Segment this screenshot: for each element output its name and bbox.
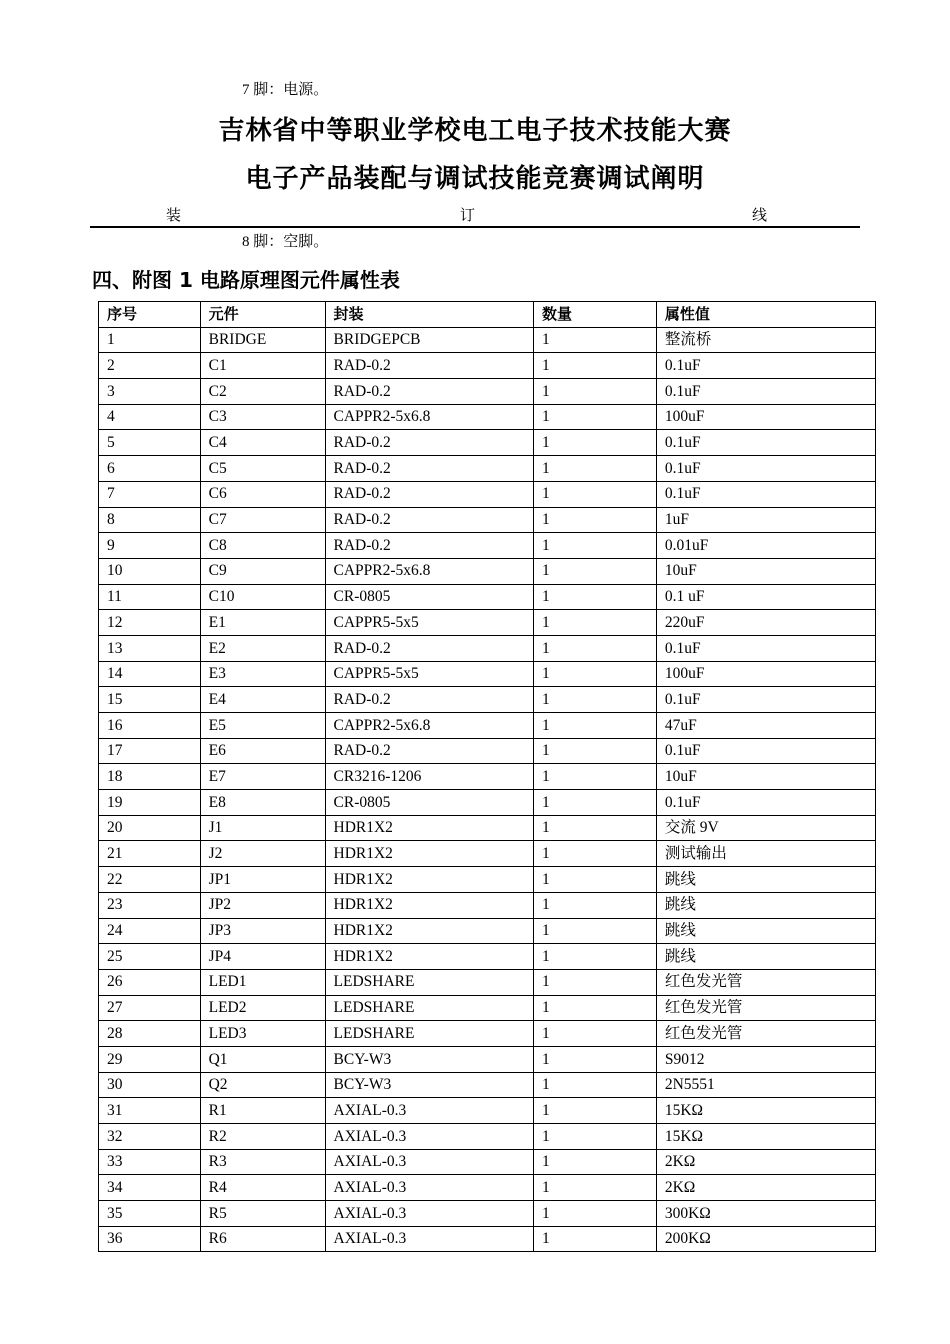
binding-line <box>90 202 860 228</box>
cell-index: 17 <box>99 738 201 764</box>
cell-index: 25 <box>99 944 201 970</box>
cell-index: 15 <box>99 687 201 713</box>
table-row <box>99 379 876 405</box>
table-row <box>99 841 876 867</box>
cell-component: C1 <box>200 353 325 379</box>
cell-value: 0.1uF <box>656 379 875 405</box>
cell-index: 21 <box>99 841 201 867</box>
table-row <box>99 687 876 713</box>
cell-quantity: 1 <box>534 815 657 841</box>
cell-index: 12 <box>99 610 201 636</box>
cell-value: 测试输出 <box>656 841 875 867</box>
document-title-line1: 吉林省中等职业学校电工电子技术技能大赛 <box>218 116 732 146</box>
table-row <box>99 1046 876 1072</box>
cell-quantity: 1 <box>534 738 657 764</box>
cell-quantity: 1 <box>534 867 657 893</box>
table-row <box>99 661 876 687</box>
cell-footprint: LEDSHARE <box>325 969 534 995</box>
cell-quantity: 1 <box>534 944 657 970</box>
cell-value: 红色发光管 <box>656 995 875 1021</box>
cell-index: 16 <box>99 713 201 739</box>
cell-index: 14 <box>99 661 201 687</box>
cell-quantity: 1 <box>534 610 657 636</box>
cell-index: 36 <box>99 1226 201 1252</box>
cell-component: R3 <box>200 1149 325 1175</box>
cell-footprint: RAD-0.2 <box>325 430 534 456</box>
cell-value: 220uF <box>656 610 875 636</box>
cell-footprint: AXIAL-0.3 <box>325 1098 534 1124</box>
cell-quantity: 1 <box>534 1098 657 1124</box>
cell-value: 1uF <box>656 507 875 533</box>
cell-quantity: 1 <box>534 790 657 816</box>
cell-component: C10 <box>200 584 325 610</box>
cell-component: E3 <box>200 661 325 687</box>
cell-value: 47uF <box>656 713 875 739</box>
cell-footprint: CAPPR2-5x6.8 <box>325 404 534 430</box>
cell-quantity: 1 <box>534 1046 657 1072</box>
cell-index: 8 <box>99 507 201 533</box>
cell-value: 100uF <box>656 661 875 687</box>
table-row <box>99 481 876 507</box>
cell-component: JP4 <box>200 944 325 970</box>
cell-component: R5 <box>200 1201 325 1227</box>
header-index: 序号 <box>99 302 201 328</box>
table-row <box>99 1124 876 1150</box>
cell-component: E1 <box>200 610 325 636</box>
cell-footprint: BCY-W3 <box>325 1072 534 1098</box>
cell-index: 1 <box>99 327 201 353</box>
cell-quantity: 1 <box>534 764 657 790</box>
cell-footprint: LEDSHARE <box>325 1021 534 1047</box>
table-row <box>99 1201 876 1227</box>
cell-index: 34 <box>99 1175 201 1201</box>
cell-quantity: 1 <box>534 404 657 430</box>
cell-quantity: 1 <box>534 379 657 405</box>
binding-mark-zhuang: 装 <box>166 208 182 224</box>
cell-index: 10 <box>99 558 201 584</box>
cell-value: 0.1uF <box>656 353 875 379</box>
table-row <box>99 558 876 584</box>
cell-component: R2 <box>200 1124 325 1150</box>
cell-footprint: HDR1X2 <box>325 867 534 893</box>
cell-index: 26 <box>99 969 201 995</box>
cell-component: LED2 <box>200 995 325 1021</box>
cell-value: 红色发光管 <box>656 1021 875 1047</box>
cell-value: 跳线 <box>656 867 875 893</box>
cell-value: 交流 9V <box>656 815 875 841</box>
cell-index: 7 <box>99 481 201 507</box>
cell-component: JP1 <box>200 867 325 893</box>
cell-value: 2KΩ <box>656 1175 875 1201</box>
cell-quantity: 1 <box>534 1226 657 1252</box>
cell-value: S9012 <box>656 1046 875 1072</box>
cell-footprint: RAD-0.2 <box>325 687 534 713</box>
cell-index: 3 <box>99 379 201 405</box>
table-row <box>99 635 876 661</box>
cell-value: 2KΩ <box>656 1149 875 1175</box>
table-row <box>99 1175 876 1201</box>
header-footprint: 封装 <box>325 302 534 328</box>
cell-quantity: 1 <box>534 558 657 584</box>
header-value: 属性值 <box>656 302 875 328</box>
cell-footprint: CAPPR5-5x5 <box>325 610 534 636</box>
cell-value: 100uF <box>656 404 875 430</box>
cell-quantity: 1 <box>534 430 657 456</box>
cell-footprint: RAD-0.2 <box>325 481 534 507</box>
cell-footprint: RAD-0.2 <box>325 353 534 379</box>
cell-quantity: 1 <box>534 995 657 1021</box>
cell-value: 0.1 uF <box>656 584 875 610</box>
cell-quantity: 1 <box>534 353 657 379</box>
cell-footprint: AXIAL-0.3 <box>325 1226 534 1252</box>
cell-index: 18 <box>99 764 201 790</box>
table-row <box>99 918 876 944</box>
cell-value: 0.1uF <box>656 635 875 661</box>
cell-footprint: AXIAL-0.3 <box>325 1124 534 1150</box>
cell-component: E2 <box>200 635 325 661</box>
table-row <box>99 815 876 841</box>
cell-component: J2 <box>200 841 325 867</box>
table-body <box>99 327 876 1252</box>
cell-quantity: 1 <box>534 456 657 482</box>
cell-quantity: 1 <box>534 584 657 610</box>
binding-mark-ding: 订 <box>460 208 476 224</box>
cell-footprint: RAD-0.2 <box>325 635 534 661</box>
table-row <box>99 995 876 1021</box>
table-row <box>99 1021 876 1047</box>
cell-component: C8 <box>200 533 325 559</box>
cell-footprint: CR-0805 <box>325 790 534 816</box>
cell-index: 19 <box>99 790 201 816</box>
cell-footprint: RAD-0.2 <box>325 379 534 405</box>
cell-index: 9 <box>99 533 201 559</box>
table-row <box>99 764 876 790</box>
cell-quantity: 1 <box>534 969 657 995</box>
cell-quantity: 1 <box>534 1149 657 1175</box>
cell-component: C7 <box>200 507 325 533</box>
cell-index: 24 <box>99 918 201 944</box>
cell-component: C2 <box>200 379 325 405</box>
cell-component: JP3 <box>200 918 325 944</box>
cell-quantity: 1 <box>534 1201 657 1227</box>
cell-value: 红色发光管 <box>656 969 875 995</box>
cell-footprint: HDR1X2 <box>325 815 534 841</box>
table-row <box>99 892 876 918</box>
cell-index: 5 <box>99 430 201 456</box>
table-row <box>99 404 876 430</box>
cell-value: 15KΩ <box>656 1098 875 1124</box>
cell-index: 29 <box>99 1046 201 1072</box>
cell-footprint: CAPPR5-5x5 <box>325 661 534 687</box>
cell-value: 15KΩ <box>656 1124 875 1150</box>
cell-component: E8 <box>200 790 325 816</box>
cell-quantity: 1 <box>534 533 657 559</box>
table-row <box>99 1226 876 1252</box>
cell-index: 11 <box>99 584 201 610</box>
cell-component: E4 <box>200 687 325 713</box>
cell-component: C9 <box>200 558 325 584</box>
cell-footprint: RAD-0.2 <box>325 456 534 482</box>
cell-index: 6 <box>99 456 201 482</box>
component-table <box>98 301 876 1252</box>
cell-quantity: 1 <box>534 713 657 739</box>
cell-index: 4 <box>99 404 201 430</box>
cell-component: E5 <box>200 713 325 739</box>
cell-quantity: 1 <box>534 635 657 661</box>
cell-footprint: HDR1X2 <box>325 892 534 918</box>
cell-value: 10uF <box>656 558 875 584</box>
cell-value: 0.1uF <box>656 738 875 764</box>
cell-footprint: AXIAL-0.3 <box>325 1149 534 1175</box>
table-row <box>99 533 876 559</box>
cell-footprint: CAPPR2-5x6.8 <box>325 558 534 584</box>
cell-quantity: 1 <box>534 1021 657 1047</box>
cell-footprint: LEDSHARE <box>325 995 534 1021</box>
table-row <box>99 353 876 379</box>
cell-index: 32 <box>99 1124 201 1150</box>
cell-value: 跳线 <box>656 918 875 944</box>
cell-component: Q2 <box>200 1072 325 1098</box>
cell-component: C4 <box>200 430 325 456</box>
cell-footprint: RAD-0.2 <box>325 533 534 559</box>
table-row <box>99 1072 876 1098</box>
cell-footprint: CAPPR2-5x6.8 <box>325 713 534 739</box>
table-row <box>99 456 876 482</box>
cell-value: 跳线 <box>656 892 875 918</box>
table-row <box>99 430 876 456</box>
table-row <box>99 969 876 995</box>
table-row <box>99 584 876 610</box>
cell-footprint: RAD-0.2 <box>325 738 534 764</box>
table-row <box>99 713 876 739</box>
cell-quantity: 1 <box>534 892 657 918</box>
cell-footprint: CR-0805 <box>325 584 534 610</box>
cell-index: 35 <box>99 1201 201 1227</box>
cell-value: 0.1uF <box>656 687 875 713</box>
cell-footprint: BRIDGEPCB <box>325 327 534 353</box>
table-row <box>99 327 876 353</box>
cell-value: 200KΩ <box>656 1226 875 1252</box>
cell-value: 300KΩ <box>656 1201 875 1227</box>
cell-quantity: 1 <box>534 507 657 533</box>
header-quantity: 数量 <box>534 302 657 328</box>
cell-component: C3 <box>200 404 325 430</box>
cell-component: J1 <box>200 815 325 841</box>
cell-quantity: 1 <box>534 687 657 713</box>
cell-footprint: AXIAL-0.3 <box>325 1175 534 1201</box>
table-row <box>99 610 876 636</box>
cell-footprint: BCY-W3 <box>325 1046 534 1072</box>
cell-quantity: 1 <box>534 841 657 867</box>
cell-component: R6 <box>200 1226 325 1252</box>
cell-component: E7 <box>200 764 325 790</box>
cell-footprint: CR3216-1206 <box>325 764 534 790</box>
cell-component: LED3 <box>200 1021 325 1047</box>
cell-index: 13 <box>99 635 201 661</box>
cell-footprint: HDR1X2 <box>325 944 534 970</box>
cell-value: 0.1uF <box>656 790 875 816</box>
cell-component: BRIDGE <box>200 327 325 353</box>
cell-index: 27 <box>99 995 201 1021</box>
cell-index: 33 <box>99 1149 201 1175</box>
header-component: 元件 <box>200 302 325 328</box>
cell-footprint: RAD-0.2 <box>325 507 534 533</box>
cell-component: R1 <box>200 1098 325 1124</box>
cell-quantity: 1 <box>534 1124 657 1150</box>
cell-quantity: 1 <box>534 1072 657 1098</box>
cell-quantity: 1 <box>534 918 657 944</box>
cell-value: 10uF <box>656 764 875 790</box>
cell-footprint: HDR1X2 <box>325 841 534 867</box>
cell-value: 跳线 <box>656 944 875 970</box>
cell-value: 2N5551 <box>656 1072 875 1098</box>
cell-value: 0.1uF <box>656 430 875 456</box>
cell-footprint: AXIAL-0.3 <box>325 1201 534 1227</box>
cell-index: 22 <box>99 867 201 893</box>
table-row <box>99 867 876 893</box>
table-row <box>99 1098 876 1124</box>
cell-component: LED1 <box>200 969 325 995</box>
table-row <box>99 507 876 533</box>
section-title: 四、附图 1 电路原理图元件属性表 <box>92 268 400 292</box>
cell-quantity: 1 <box>534 1175 657 1201</box>
cell-index: 23 <box>99 892 201 918</box>
cell-component: JP2 <box>200 892 325 918</box>
cell-component: C5 <box>200 456 325 482</box>
cell-value: 0.1uF <box>656 456 875 482</box>
cell-value: 0.1uF <box>656 481 875 507</box>
cell-footprint: HDR1X2 <box>325 918 534 944</box>
cell-value: 0.01uF <box>656 533 875 559</box>
cell-value: 整流桥 <box>656 327 875 353</box>
cell-component: Q1 <box>200 1046 325 1072</box>
cell-index: 30 <box>99 1072 201 1098</box>
pin8-note: 8 脚：空脚。 <box>242 234 329 250</box>
cell-quantity: 1 <box>534 661 657 687</box>
cell-index: 2 <box>99 353 201 379</box>
cell-index: 31 <box>99 1098 201 1124</box>
table-header-row <box>99 302 876 328</box>
cell-quantity: 1 <box>534 481 657 507</box>
binding-mark-xian: 线 <box>752 208 768 224</box>
table-row <box>99 790 876 816</box>
document-title-line2: 电子产品装配与调试技能竞赛调试阐明 <box>245 164 705 194</box>
pin7-note: 7 脚：电源。 <box>242 82 329 98</box>
cell-component: R4 <box>200 1175 325 1201</box>
cell-component: E6 <box>200 738 325 764</box>
table-row <box>99 1149 876 1175</box>
cell-quantity: 1 <box>534 327 657 353</box>
cell-index: 20 <box>99 815 201 841</box>
table-row <box>99 944 876 970</box>
cell-component: C6 <box>200 481 325 507</box>
cell-index: 28 <box>99 1021 201 1047</box>
table-row <box>99 738 876 764</box>
